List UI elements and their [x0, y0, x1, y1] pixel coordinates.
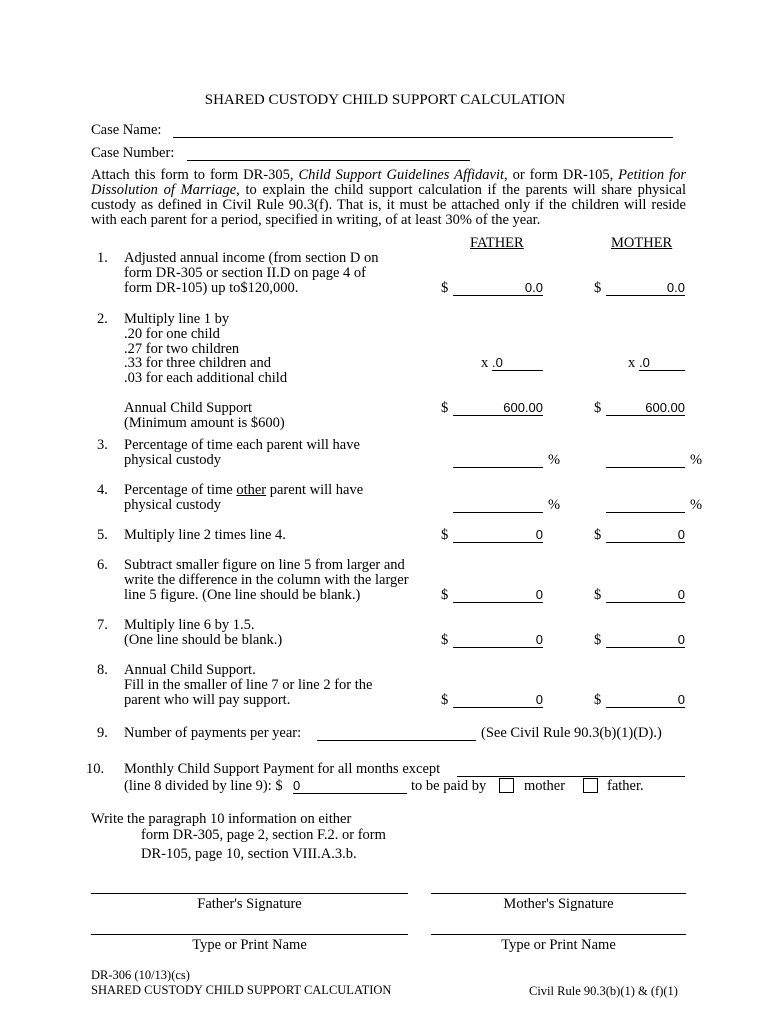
line-3-mother-field[interactable] — [606, 452, 685, 468]
line-7-mother-dollar: $ — [594, 632, 602, 648]
line-5-mother-value[interactable]: 0 — [606, 527, 685, 543]
line-8-number: 8. — [97, 662, 108, 678]
line-5-father-dollar: $ — [441, 527, 449, 543]
line-8-father-value[interactable]: 0 — [453, 692, 543, 708]
line-4-text-b: parent will have — [266, 482, 364, 498]
father-column-header: FATHER — [470, 235, 524, 251]
line-8-text: Fill in the smaller of line 7 or line 2 for the — [124, 677, 373, 693]
line-8-text: parent who will pay support. — [124, 692, 291, 708]
line-4-father-field[interactable] — [453, 497, 543, 513]
father-checkbox-label: father. — [607, 778, 644, 794]
line-4-father-percent: % — [548, 497, 561, 513]
form-footer-title: SHARED CUSTODY CHILD SUPPORT CALCULATION — [91, 983, 392, 997]
line-6-text: line 5 figure. (One line should be blank.) — [124, 587, 361, 603]
annual-support-mother-value[interactable]: 600.00 — [606, 400, 685, 416]
father-signature-line[interactable] — [91, 893, 408, 894]
intro-form-title-2: Petition for Dissolution of Marriage — [91, 167, 686, 198]
mother-signature-label: Mother's Signature — [503, 896, 614, 912]
instruction-text: DR-105, page 10, section VIII.A.3.b. — [141, 846, 357, 862]
line-6-mother-dollar: $ — [594, 587, 602, 603]
line-4-mother-field[interactable] — [606, 497, 685, 513]
line-2-text: .33 for three children and — [124, 355, 271, 371]
father-name-label: Type or Print Name — [192, 937, 307, 953]
annual-support-mother-dollar: $ — [594, 400, 602, 416]
line-1-mother-value[interactable]: 0.0 — [606, 280, 685, 296]
line-2-number: 2. — [97, 311, 108, 327]
case-number-label: Case Number: — [91, 145, 175, 161]
annual-support-father-dollar: $ — [441, 400, 449, 416]
case-name-field[interactable] — [173, 122, 673, 138]
line-10-text: Monthly Child Support Payment for all months except — [124, 761, 441, 777]
page-title: SHARED CUSTODY CHILD SUPPORT CALCULATION — [204, 92, 566, 108]
line-5-mother-dollar: $ — [594, 527, 602, 543]
paid-by-label: to be paid by — [411, 778, 487, 794]
instruction-text: Write the paragraph 10 information on either — [91, 811, 352, 827]
line-8-mother-dollar: $ — [594, 692, 602, 708]
line-6-mother-value[interactable]: 0 — [606, 587, 685, 603]
line-1-text: Adjusted annual income (from section D on — [124, 250, 379, 266]
line-5-number: 5. — [97, 527, 108, 543]
line-1-mother-dollar: $ — [594, 280, 602, 296]
line-3-father-field[interactable] — [453, 452, 543, 468]
line-7-number: 7. — [97, 617, 108, 633]
line-3-mother-percent: % — [690, 452, 703, 468]
line-4-text — [124, 483, 363, 498]
line-9-text: Number of payments per year: — [124, 725, 302, 741]
line-6-text: Subtract smaller figure on line 5 from larger and — [124, 557, 405, 573]
father-checkbox[interactable] — [583, 778, 598, 793]
line-6-number: 6. — [97, 557, 108, 573]
line-10-number: 10. — [86, 761, 105, 777]
case-number-field[interactable] — [187, 145, 470, 161]
monthly-payment-value[interactable]: 0 — [293, 778, 407, 794]
line-9-note: (See Civil Rule 90.3(b)(1)(D).) — [481, 725, 662, 741]
line-5-text: Multiply line 2 times line 4. — [124, 527, 286, 543]
line-6-text: write the difference in the column with the larger — [124, 572, 409, 588]
intro-text-1: Attach this form to form DR-305, — [91, 167, 299, 183]
annual-support-label: Annual Child Support — [124, 400, 253, 416]
father-name-line[interactable] — [91, 934, 408, 935]
line-2-text: .20 for one child — [124, 326, 220, 342]
line-1-father-dollar: $ — [441, 280, 449, 296]
line-1-text: form DR-105) up to$120,000. — [124, 280, 299, 296]
line-7-text: (One line should be blank.) — [124, 632, 283, 648]
line-7-father-dollar: $ — [441, 632, 449, 648]
line-10-text-2: (line 8 divided by line 9): $ — [124, 778, 283, 794]
line-3-number: 3. — [97, 437, 108, 453]
mother-name-line[interactable] — [431, 934, 686, 935]
line-4-text-a: Percentage of time — [124, 482, 237, 498]
annual-support-minimum: (Minimum amount is $600) — [124, 415, 285, 431]
line-3-text: Percentage of time each parent will have — [124, 437, 360, 453]
line-2-text: .03 for each additional child — [124, 370, 288, 386]
payments-per-year-field[interactable] — [317, 725, 476, 741]
line-6-father-value[interactable]: 0 — [453, 587, 543, 603]
form-id: DR-306 (10/13)(cs) — [91, 968, 190, 982]
line-7-father-value[interactable]: 0 — [453, 632, 543, 648]
intro-form-title-1: Child Support Guidelines Affidavit — [298, 167, 505, 183]
line-8-father-dollar: $ — [441, 692, 449, 708]
line-5-father-value[interactable]: 0 — [453, 527, 543, 543]
mother-checkbox[interactable] — [499, 778, 514, 793]
line-8-text: Annual Child Support. — [124, 662, 256, 678]
instruction-text: form DR-305, page 2, section F.2. or form — [141, 827, 386, 843]
case-name-label: Case Name: — [91, 122, 162, 138]
line-2-father-multiplier[interactable]: .0 — [492, 355, 543, 371]
line-4-text-2: physical custody — [124, 497, 222, 513]
line-4-number: 4. — [97, 482, 108, 498]
line-9-number: 9. — [97, 725, 108, 741]
intro-text-2: , or form DR-105, — [504, 167, 619, 183]
line-7-mother-value[interactable]: 0 — [606, 632, 685, 648]
line-2-father-times: x — [481, 355, 489, 371]
line-7-text: Multiply line 6 by 1.5. — [124, 617, 255, 633]
line-4-text-emphasis: other — [236, 482, 267, 498]
civil-rule-reference: Civil Rule 90.3(b)(1) & (f)(1) — [529, 984, 678, 998]
line-3-father-percent: % — [548, 452, 561, 468]
line-1-number: 1. — [97, 250, 108, 266]
line-2-mother-times: x — [628, 355, 636, 371]
mother-column-header: MOTHER — [611, 235, 673, 251]
mother-checkbox-label: mother — [524, 778, 566, 794]
line-1-father-value[interactable]: 0.0 — [453, 280, 543, 296]
annual-support-father-value[interactable]: 600.00 — [453, 400, 543, 416]
line-8-mother-value[interactable]: 0 — [606, 692, 685, 708]
line-1-text: form DR-305 or section II.D on page 4 of — [124, 265, 367, 281]
line-4-mother-percent: % — [690, 497, 703, 513]
intro-paragraph — [91, 168, 686, 228]
mother-signature-line[interactable] — [431, 893, 686, 894]
except-months-field[interactable] — [457, 761, 685, 777]
line-3-text: physical custody — [124, 452, 222, 468]
mother-name-label: Type or Print Name — [501, 937, 616, 953]
line-2-text: Multiply line 1 by — [124, 311, 230, 327]
line-6-father-dollar: $ — [441, 587, 449, 603]
father-signature-label: Father's Signature — [197, 896, 302, 912]
intro-text-3: , to explain the child support calculation if the parents will share physical custody as defined in Civil Rule 90.3(f). That is, it must be attached only if the children will reside with each parent for a period, specified in writing, of at least 30% of the year. — [91, 182, 686, 228]
line-2-text: .27 for two children — [124, 341, 240, 357]
line-2-mother-multiplier[interactable]: .0 — [639, 355, 685, 371]
